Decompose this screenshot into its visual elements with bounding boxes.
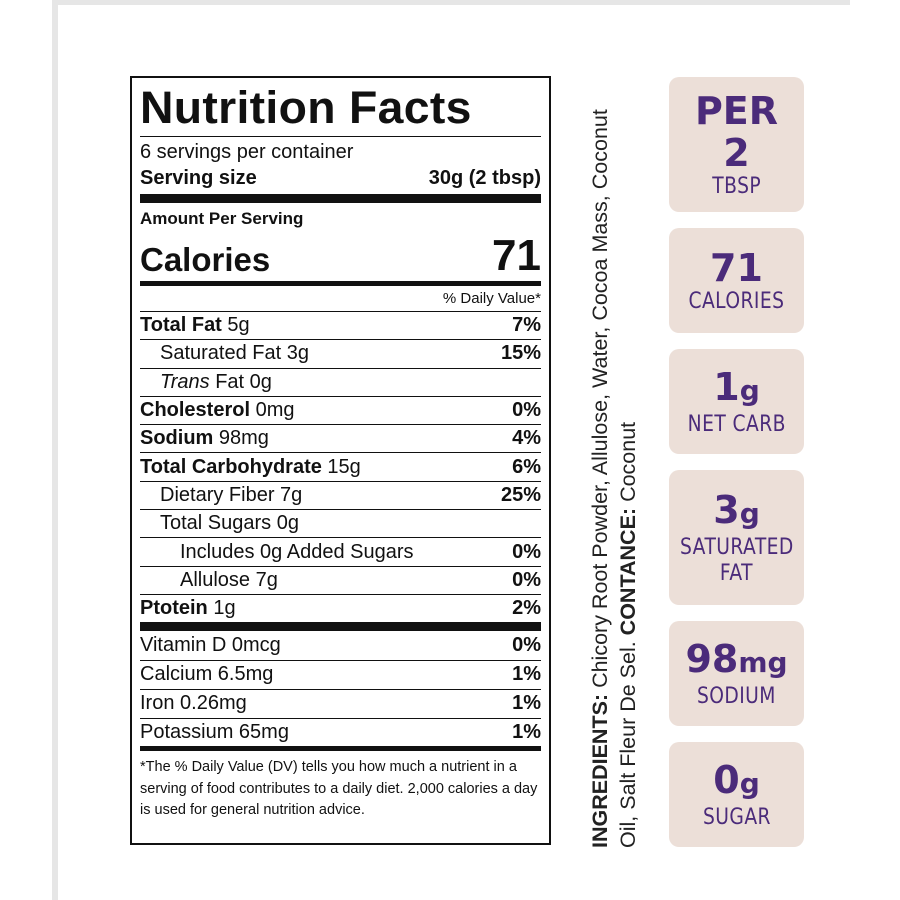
nutrient-name: Trans (160, 370, 210, 393)
badge-label: TBSP (712, 173, 761, 199)
vitamin-rows (140, 631, 541, 746)
nutrient-row (140, 509, 541, 537)
nutrient-name: Saturated Fat 3g (160, 342, 309, 365)
amount-per-serving: Amount Per Serving (140, 209, 304, 228)
divider-thick (140, 194, 541, 203)
divider (140, 136, 541, 137)
servings-per-container: 6 servings per container (140, 141, 354, 163)
nutrient-name: Total Fat (140, 314, 222, 337)
nutrient-pct: 25% (500, 483, 541, 506)
vitamin-row (140, 718, 541, 747)
calories-label: Calories (140, 241, 271, 278)
nutrient-row (140, 452, 541, 480)
nutrient-name: Dietary Fiber 7g (160, 483, 303, 506)
calories-value: 71 (492, 231, 541, 280)
vitamin-row (140, 660, 541, 689)
nutrient-row (140, 537, 541, 565)
badge-unit: g (739, 766, 760, 800)
nutrition-facts-label (130, 76, 551, 845)
nutrient-pct: 0% (512, 399, 541, 422)
badge-value: 2 (723, 130, 750, 175)
nutrient-name: Includes 0g Added Sugars (180, 540, 414, 563)
nutrient-name: Sodium (140, 427, 214, 450)
badge-value: 98 (685, 636, 739, 681)
badge-label: SODIUM (697, 683, 776, 709)
serving-size-row (140, 165, 541, 194)
vitamin-name: Potassium 65mg (140, 721, 289, 744)
badge-label: FAT (719, 560, 754, 586)
nutrient-amount: 0mg (250, 399, 295, 422)
badge-serving (669, 77, 804, 212)
nutrient-row (140, 424, 541, 452)
vitamin-name: Calcium 6.5mg (140, 663, 274, 686)
nutrient-pct: 15% (500, 342, 541, 365)
nutrient-row (140, 481, 541, 509)
vitamin-row (140, 631, 541, 660)
daily-value-footnote: *The % Daily Value (DV) tells you how much a nutrient in a serving of food contributes to a daily diet. 2,000 calories a day is used for general nutrition advice. (140, 759, 538, 819)
nutrient-pct: 6% (512, 455, 541, 478)
vitamin-name: Iron 0.26mg (140, 692, 247, 715)
badge-value: 1 (713, 364, 740, 409)
badge-value: PER (694, 88, 779, 133)
nutrient-amount: 1g (207, 597, 236, 620)
badge-unit: g (739, 496, 760, 530)
daily-value-header: % Daily Value* (442, 290, 541, 307)
badge-value: 0 (713, 757, 740, 802)
badge-label: SATURATED (679, 534, 794, 560)
nutrient-row (140, 566, 541, 594)
nutrient-pct: 0% (512, 568, 541, 591)
nutrient-row (140, 368, 541, 396)
nutrient-rows (140, 311, 541, 622)
nutrient-name: Total Sugars 0g (160, 512, 299, 535)
badge-label: NET CARB (687, 411, 786, 437)
ingredients-statement (586, 88, 642, 848)
badge-calories (669, 228, 804, 333)
nutrient-name: Total Carbohydrate (140, 455, 322, 478)
calories-row (140, 230, 541, 281)
frame-left-border (52, 0, 58, 900)
nutrient-amount: 98mg (213, 427, 269, 450)
serving-size-value: 30g (2 tbsp) (428, 167, 541, 189)
nutrient-row (140, 311, 541, 339)
vitamin-name: Vitamin D 0mcg (140, 634, 281, 657)
badge-unit: mg (738, 645, 788, 679)
nutrient-name: Cholesterol (140, 399, 251, 422)
badge-saturated-fat (669, 470, 804, 605)
badge-sugar (669, 742, 804, 847)
contains-text: Coconut (616, 421, 640, 508)
badge-net-carb (669, 349, 804, 454)
serving-size-label: Serving size (140, 167, 257, 189)
badge-value: 71 (710, 245, 763, 290)
nutrient-amount: 5g (221, 314, 250, 337)
nutrient-pct: 7% (512, 314, 541, 337)
badge-sodium (669, 621, 804, 726)
badge-label: SUGAR (702, 804, 771, 830)
divider-medium (140, 746, 541, 751)
frame-top-border (52, 0, 850, 5)
nutrition-title: Nutrition Facts (140, 82, 472, 133)
divider-thick (140, 622, 541, 631)
ingredients-text: Chicory Root Powder, Allulose, Water, Cocoa Mass, Coconut Oil, Salt Fleur De Sel. (588, 109, 640, 848)
badge-unit: g (739, 373, 760, 407)
nutrient-name: Ptotein (140, 597, 208, 620)
nutrient-name: Allulose 7g (180, 568, 278, 591)
vitamin-pct: 1% (512, 663, 541, 686)
vitamin-pct: 0% (512, 634, 541, 657)
vitamin-pct: 1% (512, 692, 541, 715)
nutrient-row (140, 396, 541, 424)
nutrient-amount: 15g (321, 455, 361, 478)
badge-value: 3 (713, 487, 740, 532)
nutrient-amount: Fat 0g (209, 370, 272, 393)
nutrient-pct: 4% (512, 427, 541, 450)
vitamin-pct: 1% (512, 721, 541, 744)
nutrient-row (140, 339, 541, 367)
contains-label: CONTANCE: (616, 507, 640, 636)
badge-label: CALORIES (688, 288, 785, 314)
nutrient-pct: 0% (512, 540, 541, 563)
nutrient-row (140, 594, 541, 622)
nutrient-pct: 2% (512, 597, 541, 620)
vitamin-row (140, 689, 541, 718)
ingredients-label: INGREDIENTS: (588, 693, 612, 848)
